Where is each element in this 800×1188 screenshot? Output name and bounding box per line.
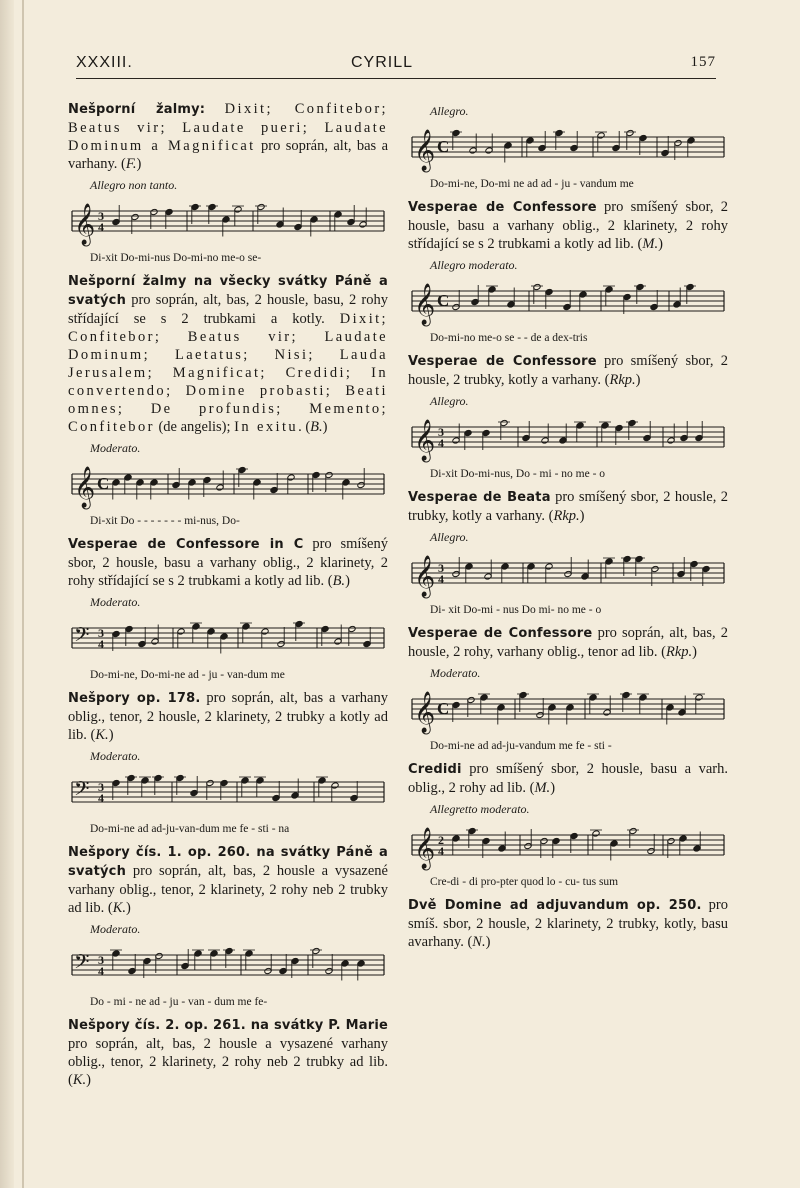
entry-scoring: pro soprán, alt, bas a varhany oblig., tenor, 2 housle, 2 klarinety, 2 trubky a kotly ad lib. ( <box>68 690 388 743</box>
psalm-list: Dixit; Confitebor; Beatus vir; Laudate Dominum; Laetatus; Nisi; Lauda Jerusalem; Magnificat; Credidi; In convertendo; Domine probasti; Beati omnes; De profundis; Memento; Confitebor <box>68 311 388 435</box>
entry-scoring: pro smíšený sbor, 2 housle, basu a varhany oblig., 2 klarinety, 2 rohy střídající se s 2 trubkami a kotly ad lib. ( <box>408 199 728 252</box>
entry-close: ) <box>485 934 491 950</box>
entry-source: M. <box>534 780 551 796</box>
treble-clef-icon: 𝄞 <box>414 828 436 868</box>
entry-scoring: pro smíšený sbor, 2 housle, basu a varhany oblig., 2 klarinety, 2 rohy střídající se s 2 trubkami a kotly ad lib. ( <box>68 536 388 589</box>
entry-close: ) <box>126 900 131 916</box>
svg-text:C: C <box>437 291 450 310</box>
entry <box>68 535 388 590</box>
svg-text:4: 4 <box>98 220 104 234</box>
entry-title: Vesperae de Confessore in C <box>68 537 304 552</box>
tempo-marking: Moderato. <box>430 666 481 680</box>
page-binding <box>0 0 14 1188</box>
incipit-lyrics: Di- xit Do-mi - nus Do mi- no me - o <box>430 604 602 616</box>
music-incipit <box>408 682 728 740</box>
entry-source: Rkp. <box>666 644 693 660</box>
entry <box>68 272 388 436</box>
tempo-marking: Moderato. <box>90 441 141 455</box>
entry-scoring: pro soprán, alt, bas, 2 housle, basu, 2 rohy střídající se s 2 trubkami a kotly. <box>68 292 388 327</box>
entry-scoring: pro smíšený sbor, 2 housle, 2 trubky, kotly a varhany. ( <box>408 489 728 524</box>
bass-clef-icon: 𝄢 <box>74 952 90 978</box>
svg-text:3: 3 <box>438 425 444 439</box>
running-title: CYRILL <box>351 54 414 71</box>
svg-text:3: 3 <box>98 953 104 967</box>
entry <box>408 198 728 253</box>
music-incipit <box>408 818 728 876</box>
entry-close: ) <box>692 644 698 660</box>
incipit-lyrics: Do-mi-no me-o se - - de a dex-tris <box>430 332 588 344</box>
entry-close: ) <box>345 573 350 589</box>
entry-source: N. <box>472 934 486 950</box>
incipit-lyrics: Di-xit Do-mi-nus, Do - mi - no me - o <box>430 468 606 480</box>
entry-title: Vesperae de Confessore <box>408 354 597 369</box>
chapter-number: XXXIII. <box>76 54 133 71</box>
treble-clef-icon: 𝄞 <box>414 692 436 732</box>
svg-text:C: C <box>437 699 450 718</box>
music-incipit <box>68 765 388 823</box>
entry-close: ) <box>322 419 328 435</box>
svg-text:4: 4 <box>98 637 104 651</box>
treble-clef-icon: 𝄞 <box>414 420 436 460</box>
psalm-list: Dixit; Confitebor; Beatus vir; Laudate pueri; Laudate Dominum a Magnificat <box>68 101 388 154</box>
entry-close: ) <box>635 372 641 388</box>
svg-text:2: 2 <box>438 833 444 847</box>
entry-scoring: pro smíšený sbor, 2 housle, basu a varh. oblig., 2 rohy ad lib. ( <box>408 761 728 796</box>
tempo-marking: Moderato. <box>90 922 141 936</box>
treble-clef-icon: 𝄞 <box>74 204 96 244</box>
entry-source: F. <box>125 156 137 172</box>
entry <box>408 488 728 525</box>
entry-source: B. <box>310 419 323 435</box>
entry-close: ) <box>136 156 142 172</box>
entry-close: ) <box>108 727 114 743</box>
incipit-lyrics: Di-xit Do - - - - - - - mi-nus, Do- <box>90 515 240 527</box>
entry-source: M. <box>642 236 659 252</box>
tempo-marking: Moderato. <box>90 749 141 763</box>
treble-clef-icon: 𝄞 <box>414 284 436 324</box>
entry <box>408 896 728 951</box>
treble-clef-icon: 𝄞 <box>74 467 96 507</box>
svg-text:3: 3 <box>98 626 104 640</box>
page-number: 157 <box>690 54 716 70</box>
entry-source: Rkp. <box>609 372 636 388</box>
incipit-lyrics: Do-mi-ne, Do-mi ne ad ad - ju - vandum me <box>430 178 634 190</box>
psalm-list-2: In exitu <box>234 419 299 435</box>
entry-scoring: pro smíš. sbor, 2 housle, 2 klarinety, 2 trubky, kotly, basu avarhany. ( <box>408 897 728 950</box>
svg-text:3: 3 <box>438 561 444 575</box>
running-header <box>76 54 716 80</box>
svg-text:4: 4 <box>98 791 104 805</box>
header-rule <box>76 78 716 79</box>
music-incipit <box>68 938 388 996</box>
incipit-lyrics: Do-mi-ne ad ad-ju-van-dum me fe - sti - na <box>90 823 290 835</box>
entry-title: Nešpory čís. 2. op. 261. na svátky P. Marie <box>68 1018 388 1033</box>
music-incipit <box>408 410 728 468</box>
entry <box>68 689 388 744</box>
entry-source: K. <box>72 1072 87 1088</box>
incipit-lyrics: Do - mi - ne ad - ju - van - dum me fe- <box>90 996 268 1008</box>
entry-source: K. <box>95 727 109 743</box>
entry-close: ) <box>658 236 663 252</box>
entry-title: Nešporní žalmy na všecky svátky Páně a svatých <box>68 274 388 308</box>
svg-text:4: 4 <box>438 572 444 586</box>
music-incipit <box>408 120 728 178</box>
entry-title: Vesperae de Confessore <box>408 200 597 215</box>
svg-text:4: 4 <box>98 964 104 978</box>
music-incipit <box>68 611 388 669</box>
entry <box>68 843 388 917</box>
svg-text:3: 3 <box>98 780 104 794</box>
treble-clef-icon: 𝄞 <box>414 130 436 170</box>
tempo-marking: Moderato. <box>90 595 141 609</box>
music-incipit <box>408 274 728 332</box>
entry-close: ) <box>579 508 585 524</box>
tempo-marking: Allegro. <box>430 104 469 118</box>
entry-title: Nešpory čís. 1. op. 260. na svátky Páně a svatých <box>68 845 388 879</box>
entry <box>408 624 728 661</box>
incipit-lyrics: Cre-di - di pro-pter quod lo - cu- tus sum <box>430 876 619 888</box>
entry-source: Rkp. <box>553 508 580 524</box>
binding-fold <box>22 0 24 1188</box>
music-incipit <box>68 457 388 515</box>
entry-scoring: pro soprán, alt, bas a varhany. ( <box>68 138 389 172</box>
entry-scoring: pro soprán, alt, bas, 2 housle a vysazené varhany oblig., tenor, 2 klarinety, 2 rohy neb 2 trubky ad lib. ( <box>68 1036 388 1088</box>
entry <box>68 1016 388 1089</box>
bass-clef-icon: 𝄢 <box>74 625 90 651</box>
entry-punct: . ( <box>298 419 311 435</box>
entry-scoring: pro soprán, alt, bas, 2 housle, 2 rohy, varhany oblig., tenor ad lib. ( <box>408 625 728 660</box>
svg-text:4: 4 <box>438 436 444 450</box>
entry-scoring: pro soprán, alt, bas, 2 housle a vysazené varhany oblig., tenor, 2 klarinety, 2 rohy neb 2 trubky ad lib. ( <box>68 863 388 916</box>
tempo-marking: Allegro. <box>430 530 469 544</box>
entry-title: Nešpory op. 178. <box>68 691 201 706</box>
svg-text:C: C <box>97 474 110 493</box>
entry-title: Credidi <box>408 762 462 777</box>
entry-close: ) <box>550 780 556 796</box>
bass-clef-icon: 𝄢 <box>74 779 90 805</box>
entry-title: Vesperae de Beata <box>408 490 551 505</box>
music-incipit <box>408 546 728 604</box>
svg-text:4: 4 <box>438 844 444 858</box>
right-column <box>408 104 728 951</box>
svg-text:C: C <box>437 137 450 156</box>
incipit-lyrics: Do-mi-ne ad ad-ju-vandum me fe - sti - <box>430 740 612 752</box>
entry-scoring-2: (de angelis); <box>154 419 235 435</box>
entry <box>408 352 728 389</box>
entry-scoring: pro smíšený sbor, 2 housle, 2 trubky, kotly a varhany. ( <box>408 353 728 388</box>
entry <box>68 100 388 173</box>
incipit-lyrics: Do-mi-ne, Do-mi-ne ad - ju - van-dum me <box>90 669 285 681</box>
svg-text:3: 3 <box>98 209 104 223</box>
tempo-marking: Allegro moderato. <box>430 258 518 272</box>
entry-source: K. <box>112 900 126 916</box>
incipit-lyrics: Di-xit Do-mi-nus Do-mi-no me-o se- <box>90 252 262 264</box>
tempo-marking: Allegretto moderato. <box>430 802 530 816</box>
tempo-marking: Allegro non tanto. <box>90 178 178 192</box>
tempo-marking: Allegro. <box>430 394 469 408</box>
entry-close: ) <box>86 1072 91 1088</box>
entry-title: Nešporní žalmy: <box>68 102 206 117</box>
left-column <box>68 100 388 1089</box>
treble-clef-icon: 𝄞 <box>414 556 436 596</box>
entry <box>408 760 728 797</box>
entry-source: B. <box>332 573 346 589</box>
entry-title: Dvě Domine ad adjuvandum op. 250. <box>408 898 702 913</box>
music-incipit <box>68 194 388 252</box>
entry-title: Vesperae de Confessore <box>408 626 593 641</box>
